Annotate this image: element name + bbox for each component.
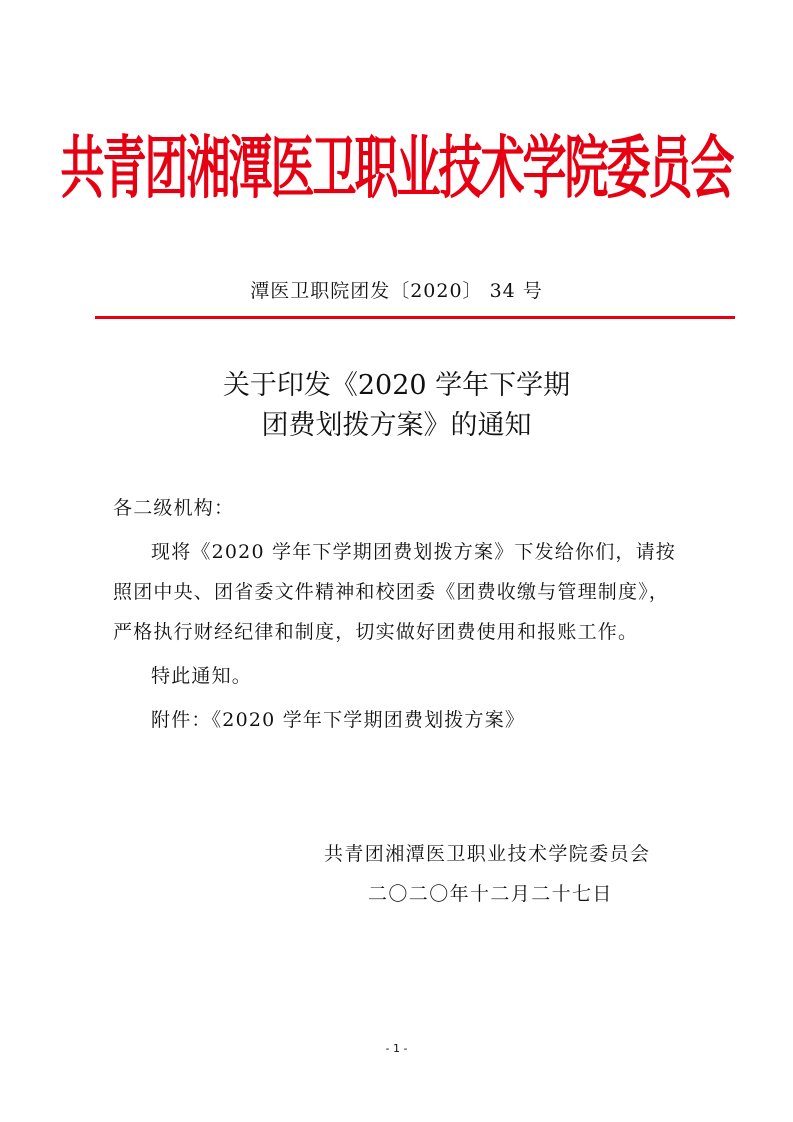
document-number: 潭医卫职院团发〔2020〕 34 号 [250, 280, 543, 302]
body-paragraph-closing: 特此通知。 [151, 665, 253, 687]
red-divider-line [95, 316, 735, 319]
body-paragraph-main: 现将《2020 学年下学期团费划拨方案》下发给你们，请按照团中央、团省委文件精神和校团委《团费收缴与管理制度》，严格执行财经纪律和制度，切实做好团费使用和报账工作。 [113, 541, 676, 643]
attachment-line: 附件：《2020 学年下学期团费划拨方案》 [151, 709, 526, 731]
page-number: - 1 - [385, 1042, 408, 1055]
signature-organization: 共青团湘潭医卫职业技术学院委员会 [324, 843, 651, 865]
signature-date: 二〇二〇年十二月二十七日 [368, 883, 613, 905]
notice-title [0, 366, 793, 446]
notice-title-line-1: 关于印发《2020 学年下学期 [222, 370, 571, 401]
notice-title-line-2: 团费划拨方案》的通知 [261, 410, 532, 441]
notice-body [113, 488, 685, 740]
salutation: 各二级机构： [113, 497, 235, 519]
signature-block [300, 834, 700, 914]
red-masthead-title: 共青团湘潭医卫职业技术学院委员会 [60, 129, 733, 209]
